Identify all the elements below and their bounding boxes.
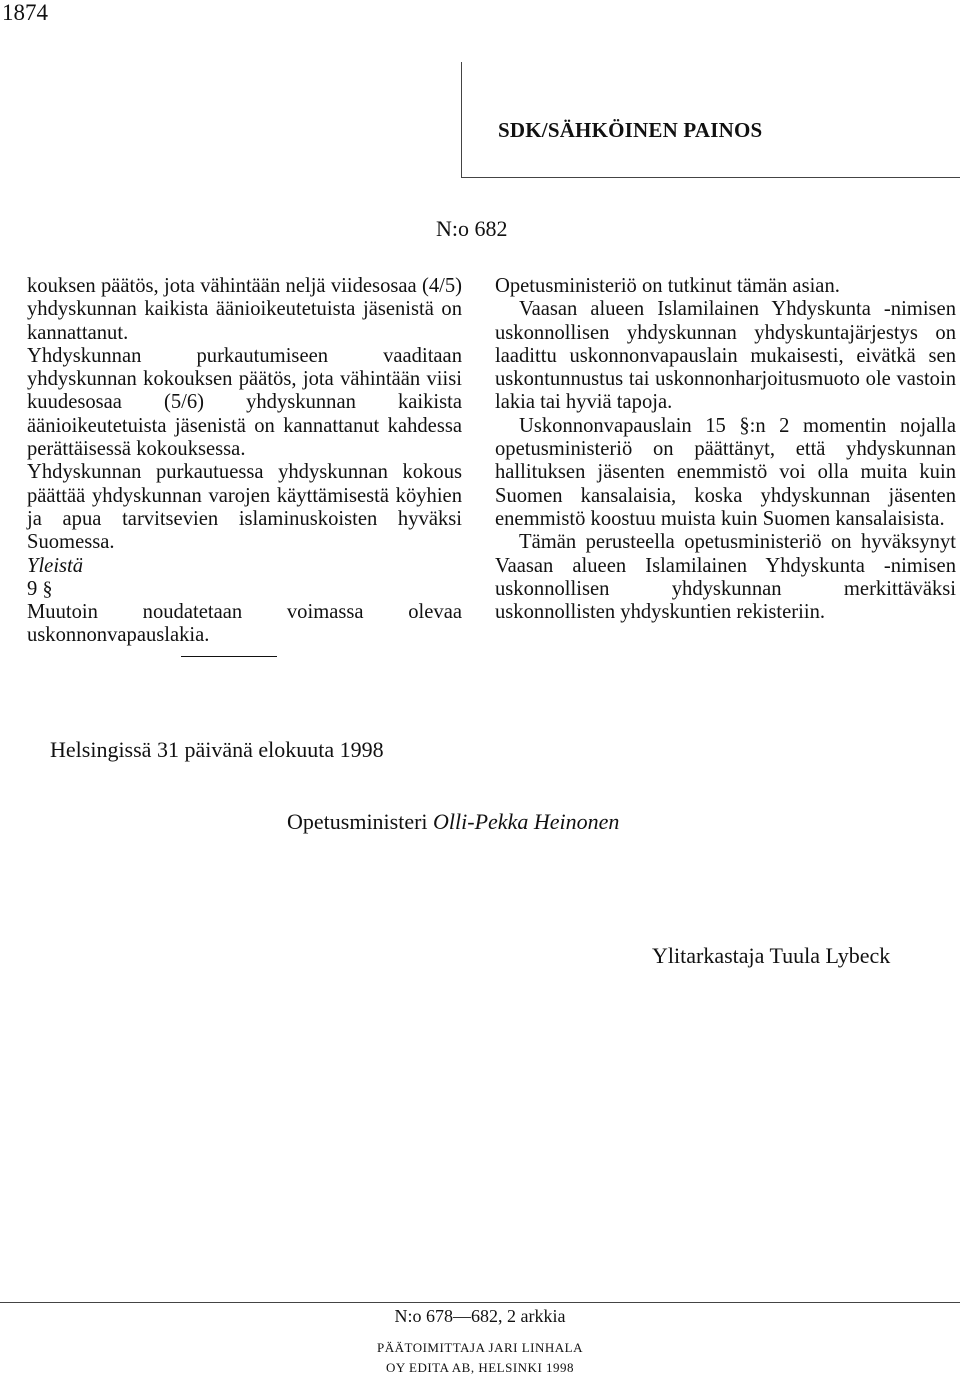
- footer-editor: PÄÄTOIMITTAJA JARI LINHALA: [377, 1340, 583, 1355]
- minister-signature: [287, 809, 619, 835]
- header-box-vertical-rule: [461, 62, 462, 178]
- minister-title: Opetusministeri: [287, 809, 428, 834]
- page-number: 1874: [2, 0, 48, 25]
- left-paragraph-1: kouksen päätös, jota vähintään neljä viidesosaa (4/5) yhdyskunnan kaikista äänioikeutetuista jäsenistä on kannattanut.: [27, 275, 462, 344]
- left-paragraph-4: Muutoin noudatetaan voimassa olevaa uskonnonvapauslakia.: [27, 601, 462, 647]
- section-sign: §: [42, 577, 53, 600]
- section-heading: Yleistä: [27, 554, 84, 577]
- left-paragraph-2: Yhdyskunnan purkautumiseen vaaditaan yhdyskunnan kokouksen päätös, jota vähintään viisi kuudesosaa (5/6) yhdyskunnan kaikista äänioikeutetuista jäsenistä on kannattanut kahdessa perättäisessä kokouksessa.: [27, 344, 462, 461]
- footer-rule: [0, 1302, 960, 1303]
- right-paragraph-3: Uskonnonvapauslain 15 §:n 2 momentin nojalla opetusministeriö on päättänyt, että yhdyskunnan hallituksen jäsenten enemmistö voi olla muita kuin Suomen kansalaisia, koska yhdyskunnan jäsenten enemmistö koostuu muista kuin Suomen kansalaisista.: [495, 414, 956, 530]
- left-paragraph-3: Yhdyskunnan purkautuessa yhdyskunnan kokous päättää yhdyskunnan varojen käyttämisestä köyhien ja apua tarvitsevien islaminuskoisten hyväksi Suomessa.: [27, 461, 462, 554]
- section-title: [27, 578, 462, 601]
- end-rule: [181, 656, 277, 657]
- footer-publisher: OY EDITA AB, HELSINKI 1998: [385, 1360, 575, 1375]
- right-paragraph-4: Tämän perusteella opetusministeriö on hyväksynyt Vaasan alueen Islamilainen Yhdyskunta -nimisen uskonnollisen yhdyskunnan merkittäväksi uskonnollisten yhdyskuntien rekisteriin.: [495, 531, 956, 624]
- inspector-signature: Ylitarkastaja Tuula Lybeck: [652, 943, 891, 968]
- right-column: [495, 275, 956, 624]
- left-column: [27, 275, 462, 657]
- edition-label: SDK/SÄHKÖINEN PAINOS: [498, 118, 763, 142]
- date-line: Helsingissä 31 päivänä elokuuta 1998: [50, 737, 384, 762]
- section-number: 9: [27, 577, 38, 600]
- footer-issues: N:o 678—682, 2 arkkia: [394, 1306, 566, 1326]
- right-paragraph-2: Vaasan alueen Islamilainen Yhdyskunta -nimisen uskonnollisen yhdyskunnan yhdyskuntajärjestys on laadittu uskonnonvapauslain mukaisesti, eivätkä sen uskontunnustus tai uskonnonharjoitusmuoto ole vastoin lakia tai hyviä tapoja.: [495, 298, 956, 414]
- decree-number: N:o 682: [436, 216, 508, 241]
- header-box-horizontal-rule: [461, 177, 960, 178]
- right-paragraph-1: Opetusministeriö on tutkinut tämän asian.: [495, 275, 840, 297]
- minister-name: Olli-Pekka Heinonen: [433, 809, 620, 834]
